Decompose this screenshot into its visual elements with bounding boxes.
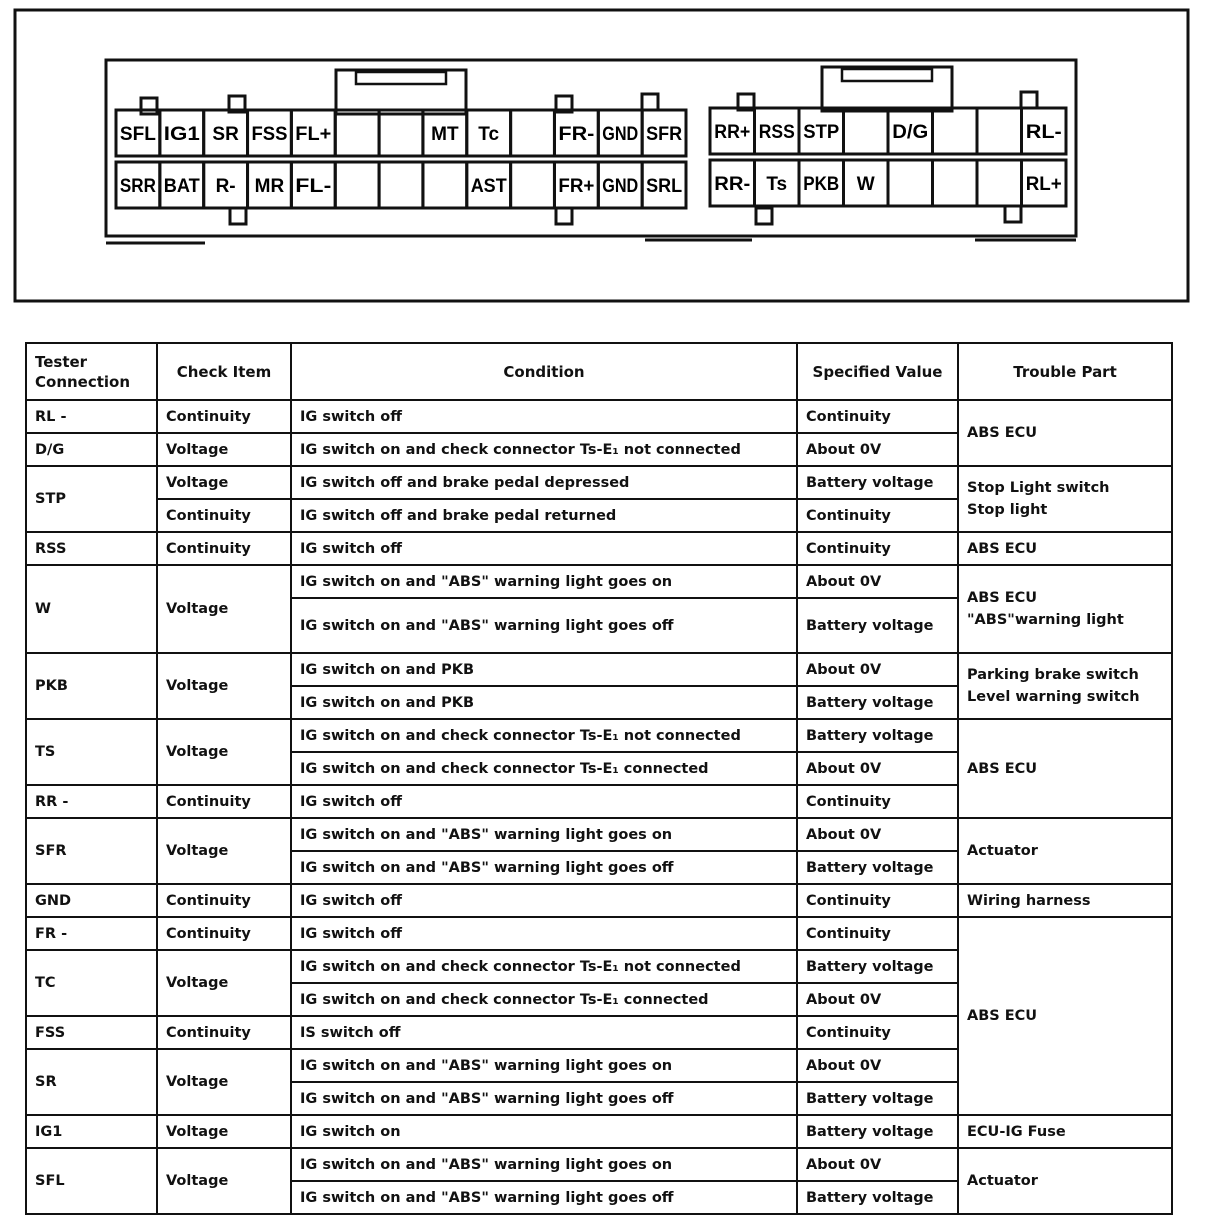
pin-cell xyxy=(933,108,978,154)
specified-value: Continuity xyxy=(797,917,958,950)
pin-cell xyxy=(844,108,889,154)
condition: IG switch on and "ABS" warning light goes on xyxy=(291,1049,797,1082)
check-item: Voltage xyxy=(157,719,291,785)
specified-value: About 0V xyxy=(797,752,958,785)
condition: IG switch off and brake pedal depressed xyxy=(291,466,797,499)
check-item: Continuity xyxy=(157,532,291,565)
tester-connection: SFR xyxy=(26,818,157,884)
pin-label: STP xyxy=(803,122,840,143)
condition: IG switch on and check connector Ts-E₁ not connected xyxy=(291,950,797,983)
condition: IG switch on xyxy=(291,1115,797,1148)
tester-connection: RSS xyxy=(26,532,157,565)
pin-cell xyxy=(335,162,379,208)
condition: IG switch on and check connector Ts-E₁ connected xyxy=(291,983,797,1016)
header-specified-value: Specified Value xyxy=(797,343,958,400)
check-item: Voltage xyxy=(157,466,291,499)
left-block-top-row xyxy=(116,110,686,156)
check-item: Voltage xyxy=(157,818,291,884)
pin-label: Tc xyxy=(478,124,500,145)
trouble-part: Actuator xyxy=(958,818,1172,884)
trouble-part: Actuator xyxy=(958,1148,1172,1214)
specified-value: About 0V xyxy=(797,653,958,686)
condition: IG switch on and check connector Ts-E₁ not connected xyxy=(291,433,797,466)
trouble-part: Wiring harness xyxy=(958,884,1172,917)
specified-value: About 0V xyxy=(797,983,958,1016)
pin-label: IG1 xyxy=(163,124,201,145)
pin-label: AST xyxy=(470,176,508,197)
tester-connection: FR - xyxy=(26,917,157,950)
table-header-row xyxy=(26,343,1172,400)
check-item: Continuity xyxy=(157,400,291,433)
pin-label: RSS xyxy=(758,122,795,143)
left-block-bottom-row xyxy=(116,162,686,208)
table-row xyxy=(26,917,1172,950)
pin-label: W xyxy=(856,174,875,195)
pin-label: FSS xyxy=(251,124,288,145)
check-item: Voltage xyxy=(157,1148,291,1214)
pin-label: MR xyxy=(254,176,285,197)
table-row xyxy=(26,719,1172,752)
condition: IG switch off xyxy=(291,785,797,818)
header-trouble-part: Trouble Part xyxy=(958,343,1172,400)
check-item: Voltage xyxy=(157,653,291,719)
tester-connection: RR - xyxy=(26,785,157,818)
pin-label: SR xyxy=(212,124,239,145)
pin-label: RR- xyxy=(714,174,751,195)
pin-label: MT xyxy=(431,124,459,145)
check-item: Voltage xyxy=(157,950,291,1016)
check-item: Continuity xyxy=(157,499,291,532)
specified-value: About 0V xyxy=(797,1148,958,1181)
trouble-part: Stop Light switch Stop light xyxy=(958,466,1172,532)
tester-connection: RL - xyxy=(26,400,157,433)
pin-cell xyxy=(977,160,1022,206)
condition: IG switch on and "ABS" warning light goes off xyxy=(291,1181,797,1214)
specified-value: About 0V xyxy=(797,433,958,466)
condition: IG switch on and "ABS" warning light goes on xyxy=(291,818,797,851)
pin-label: R- xyxy=(215,176,236,197)
check-item: Voltage xyxy=(157,1049,291,1115)
trouble-part: ABS ECU xyxy=(958,532,1172,565)
pin-label: FR+ xyxy=(558,176,595,197)
pin-cell xyxy=(335,110,379,156)
table-row xyxy=(26,1148,1172,1181)
pin-label: SFR xyxy=(646,124,683,145)
pin-label: FR- xyxy=(558,124,595,145)
check-item: Continuity xyxy=(157,917,291,950)
table-row xyxy=(26,1115,1172,1148)
specified-value: Continuity xyxy=(797,532,958,565)
condition: IG switch on and "ABS" warning light goes on xyxy=(291,565,797,598)
tester-connection: IG1 xyxy=(26,1115,157,1148)
pin-label: GND xyxy=(602,124,639,145)
pin-cell xyxy=(511,110,555,156)
terminal-test-table xyxy=(25,342,1173,1215)
trouble-part: ECU-IG Fuse xyxy=(958,1115,1172,1148)
check-item: Continuity xyxy=(157,1016,291,1049)
pin-cell xyxy=(511,162,555,208)
trouble-part: ABS ECU xyxy=(958,719,1172,818)
pin-label: RR+ xyxy=(714,122,751,143)
pin-label: SRR xyxy=(119,176,157,197)
specified-value: Continuity xyxy=(797,785,958,818)
specified-value: About 0V xyxy=(797,1049,958,1082)
pin-label: RL- xyxy=(1025,122,1062,143)
condition: IG switch on and PKB xyxy=(291,653,797,686)
table-row xyxy=(26,466,1172,499)
specified-value: Continuity xyxy=(797,1016,958,1049)
check-item: Continuity xyxy=(157,785,291,818)
check-item: Continuity xyxy=(157,884,291,917)
table-row xyxy=(26,532,1172,565)
table-row xyxy=(26,653,1172,686)
condition: IG switch off and brake pedal returned xyxy=(291,499,797,532)
condition: IS switch off xyxy=(291,1016,797,1049)
pin-cell xyxy=(933,160,978,206)
pin-label: FL+ xyxy=(295,124,332,145)
table-row xyxy=(26,400,1172,433)
connector-housing xyxy=(106,60,1076,236)
trouble-part: Parking brake switch Level warning switch xyxy=(958,653,1172,719)
header-check-item: Check Item xyxy=(157,343,291,400)
connector-diagram xyxy=(0,0,1216,310)
pin-label: SFL xyxy=(119,124,157,145)
specified-value: Battery voltage xyxy=(797,719,958,752)
trouble-part: ABS ECU "ABS"warning light xyxy=(958,565,1172,653)
table-row xyxy=(26,565,1172,598)
specified-value: Continuity xyxy=(797,400,958,433)
condition: IG switch on and "ABS" warning light goes off xyxy=(291,598,797,653)
pin-label: PKB xyxy=(803,174,840,195)
header-condition: Condition xyxy=(291,343,797,400)
table-row xyxy=(26,818,1172,851)
table-row xyxy=(26,884,1172,917)
tester-connection: GND xyxy=(26,884,157,917)
tester-connection: PKB xyxy=(26,653,157,719)
condition: IG switch on and "ABS" warning light goes on xyxy=(291,1148,797,1181)
tester-connection: SR xyxy=(26,1049,157,1115)
specified-value: About 0V xyxy=(797,818,958,851)
tester-connection: W xyxy=(26,565,157,653)
condition: IG switch off xyxy=(291,400,797,433)
condition: IG switch off xyxy=(291,884,797,917)
specified-value: Battery voltage xyxy=(797,1082,958,1115)
condition: IG switch off xyxy=(291,917,797,950)
specified-value: About 0V xyxy=(797,565,958,598)
condition: IG switch on and "ABS" warning light goes off xyxy=(291,851,797,884)
tester-connection: FSS xyxy=(26,1016,157,1049)
specified-value: Battery voltage xyxy=(797,466,958,499)
trouble-part: ABS ECU xyxy=(958,400,1172,466)
condition: IG switch off xyxy=(291,532,797,565)
pin-cell xyxy=(423,162,467,208)
pin-label: RL+ xyxy=(1025,174,1062,195)
specified-value: Battery voltage xyxy=(797,686,958,719)
tester-connection: STP xyxy=(26,466,157,532)
pin-cell xyxy=(888,160,933,206)
pin-label: BAT xyxy=(163,176,201,197)
condition: IG switch on and "ABS" warning light goes off xyxy=(291,1082,797,1115)
specified-value: Battery voltage xyxy=(797,950,958,983)
pin-cell xyxy=(379,162,423,208)
pin-cell xyxy=(379,110,423,156)
condition: IG switch on and check connector Ts-E₁ not connected xyxy=(291,719,797,752)
specified-value: Battery voltage xyxy=(797,851,958,884)
pin-label: D/G xyxy=(892,122,929,143)
right-block-top-row xyxy=(710,108,1066,154)
pin-cell xyxy=(977,108,1022,154)
condition: IG switch on and check connector Ts-E₁ connected xyxy=(291,752,797,785)
specified-value: Continuity xyxy=(797,499,958,532)
tester-connection: D/G xyxy=(26,433,157,466)
check-item: Voltage xyxy=(157,1115,291,1148)
specified-value: Battery voltage xyxy=(797,598,958,653)
tester-connection: TS xyxy=(26,719,157,785)
specified-value: Battery voltage xyxy=(797,1181,958,1214)
header-tester-connection: Tester Connection xyxy=(26,343,157,400)
tester-connection: TC xyxy=(26,950,157,1016)
specified-value: Continuity xyxy=(797,884,958,917)
specified-value: Battery voltage xyxy=(797,1115,958,1148)
pin-label: GND xyxy=(602,176,639,197)
condition: IG switch on and PKB xyxy=(291,686,797,719)
right-block-bottom-row xyxy=(710,160,1066,206)
trouble-part: ABS ECU xyxy=(958,917,1172,1115)
connector-drawing xyxy=(0,0,1216,310)
pin-label: Ts xyxy=(766,174,788,195)
tester-connection: SFL xyxy=(26,1148,157,1214)
check-item: Voltage xyxy=(157,433,291,466)
pin-label: FL- xyxy=(295,176,332,197)
check-item: Voltage xyxy=(157,565,291,653)
pin-label: SRL xyxy=(646,176,683,197)
